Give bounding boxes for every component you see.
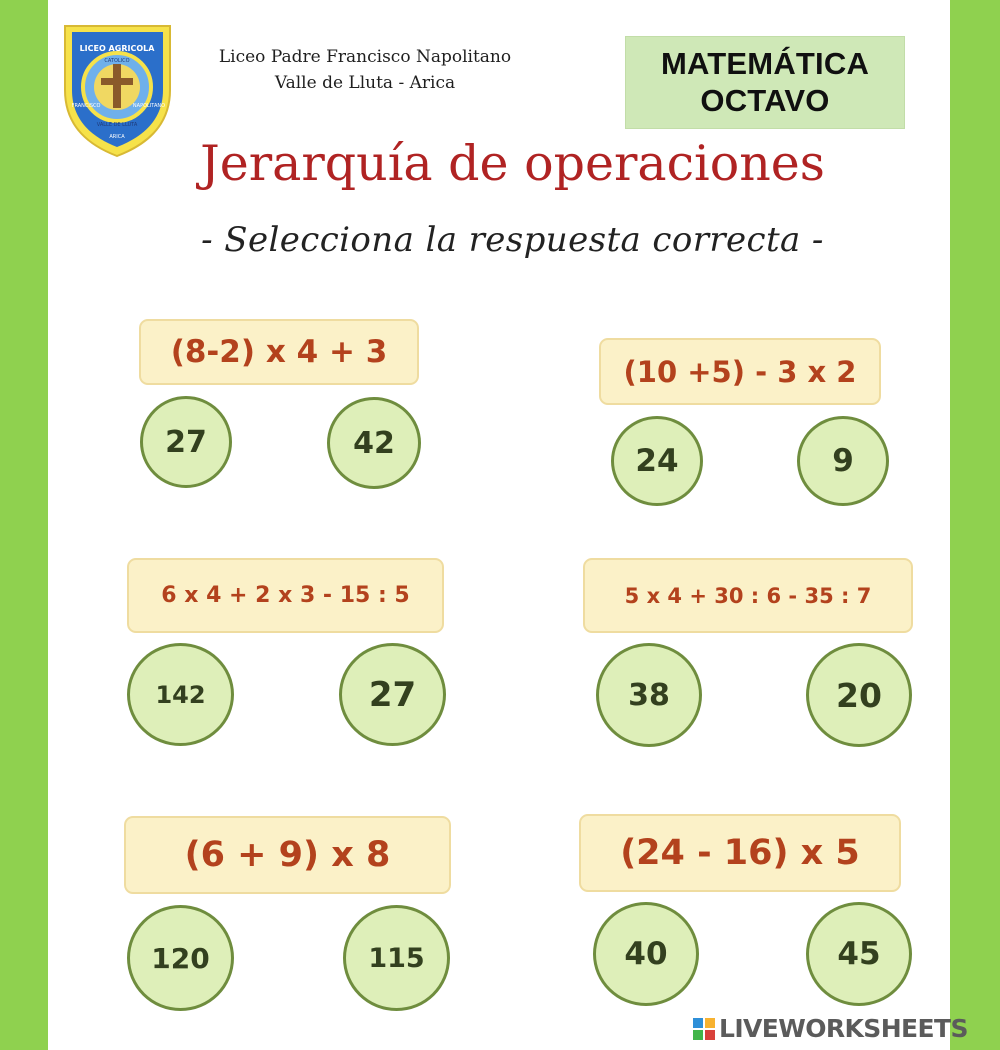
school-info [205, 44, 525, 96]
page-title: Jerarquía de operaciones [200, 135, 825, 192]
answer-option-4a[interactable]: 38 [596, 643, 702, 747]
svg-text:CATOLICO: CATOLICO [104, 58, 130, 64]
expression-box-2: (10 +5) - 3 x 2 [599, 338, 881, 405]
answer-option-2b[interactable]: 9 [797, 416, 889, 506]
answer-option-5b[interactable]: 115 [343, 905, 450, 1011]
svg-text:VALLE DE LLUTA: VALLE DE LLUTA [96, 122, 138, 128]
svg-text:NAPOLITANO: NAPOLITANO [132, 103, 166, 109]
school-location: Valle de Lluta - Arica [274, 73, 456, 93]
answer-option-3a[interactable]: 142 [127, 643, 234, 746]
school-name: Liceo Padre Francisco Napolitano [218, 47, 512, 67]
instruction-subtitle: - Selecciona la respuesta correcta - [201, 220, 824, 260]
grade-level: OCTAVO [700, 83, 830, 118]
answer-option-1b[interactable]: 42 [327, 397, 421, 489]
answer-option-2a[interactable]: 24 [611, 416, 703, 506]
answer-option-6a[interactable]: 40 [593, 902, 699, 1006]
svg-text:FRANCISCO: FRANCISCO [71, 103, 101, 109]
answer-option-1a[interactable]: 27 [140, 396, 232, 488]
answer-option-5a[interactable]: 120 [127, 905, 234, 1011]
expression-box-4: 5 x 4 + 30 : 6 - 35 : 7 [583, 558, 913, 633]
expression-box-6: (24 - 16) x 5 [579, 814, 901, 892]
liveworksheets-brand-text: LIVEWORKSHEETS [719, 1014, 968, 1043]
answer-option-6b[interactable]: 45 [806, 902, 912, 1006]
svg-text:LICEO AGRICOLA: LICEO AGRICOLA [79, 44, 155, 53]
svg-text:ARICA: ARICA [109, 134, 125, 140]
expression-box-5: (6 + 9) x 8 [124, 816, 451, 894]
expression-box-1: (8-2) x 4 + 3 [139, 319, 419, 385]
subject-name: MATEMÁTICA [660, 46, 870, 81]
answer-option-4b[interactable]: 20 [806, 643, 912, 747]
liveworksheets-logo-icon [692, 1017, 716, 1041]
subject-badge [625, 36, 905, 129]
answer-option-3b[interactable]: 27 [339, 643, 446, 746]
liveworksheets-watermark [692, 1012, 990, 1046]
expression-box-3: 6 x 4 + 2 x 3 - 15 : 5 [127, 558, 444, 633]
